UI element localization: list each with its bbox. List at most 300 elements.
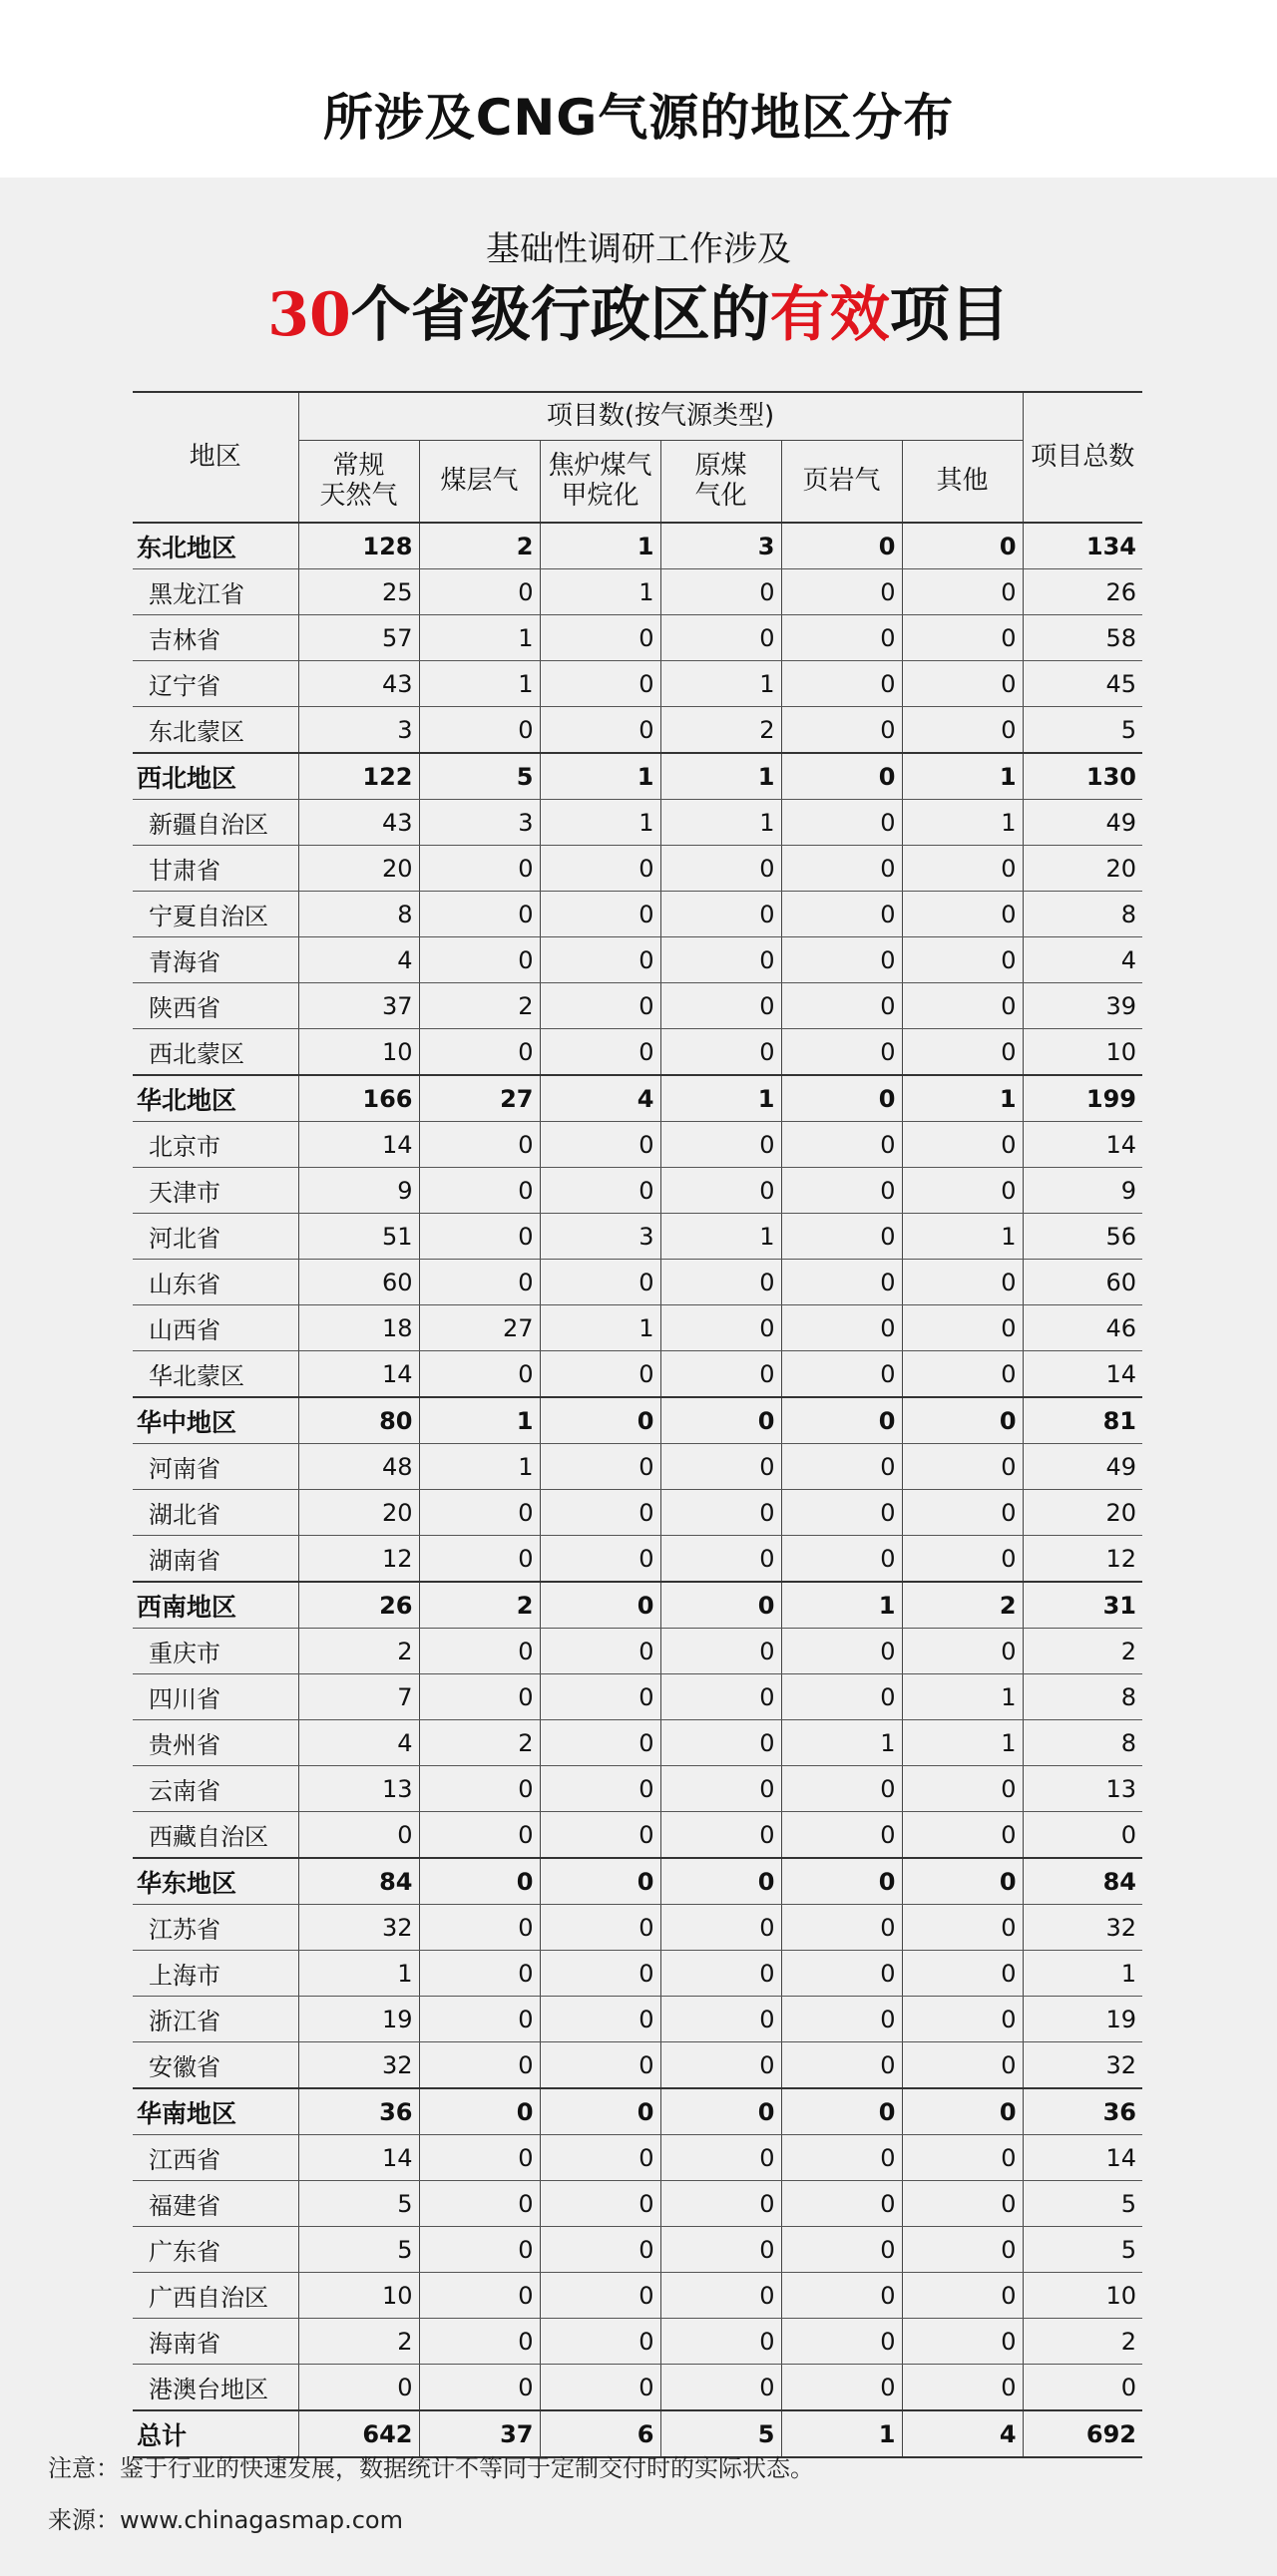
value-cell: 0 xyxy=(419,2135,540,2181)
value-cell: 0 xyxy=(419,937,540,983)
value-cell: 12 xyxy=(298,1536,419,1583)
value-cell: 0 xyxy=(540,1858,660,1905)
value-cell: 1 xyxy=(540,1305,660,1351)
row-total-cell: 32 xyxy=(1023,2042,1142,2089)
value-cell: 0 xyxy=(660,1674,781,1720)
value-cell: 0 xyxy=(419,1905,540,1951)
value-cell: 7 xyxy=(298,1674,419,1720)
value-cell: 0 xyxy=(781,1444,902,1490)
value-cell: 0 xyxy=(902,523,1023,569)
value-cell: 1 xyxy=(781,2410,902,2457)
value-cell: 0 xyxy=(660,615,781,661)
row-total-cell: 49 xyxy=(1023,1444,1142,1490)
row-name-cell: 上海市 xyxy=(133,1951,298,1997)
value-cell: 0 xyxy=(540,707,660,754)
type-column-header xyxy=(902,441,1023,524)
province-row xyxy=(133,1674,1142,1720)
value-cell: 0 xyxy=(781,1536,902,1583)
value-cell: 1 xyxy=(902,753,1023,800)
row-name-cell: 辽宁省 xyxy=(133,661,298,707)
type-column-header-line: 原煤 xyxy=(694,450,747,481)
value-cell: 1 xyxy=(540,523,660,569)
row-name-cell: 西北地区 xyxy=(133,753,298,800)
value-cell: 43 xyxy=(298,800,419,846)
value-cell: 0 xyxy=(902,1858,1023,1905)
region-group-row xyxy=(133,1858,1142,1905)
value-cell: 0 xyxy=(781,661,902,707)
value-cell: 0 xyxy=(540,1629,660,1674)
province-row xyxy=(133,2319,1142,2365)
row-name-cell: 河南省 xyxy=(133,1444,298,1490)
type-column-header-line: 煤层气 xyxy=(440,465,519,496)
value-cell: 25 xyxy=(298,569,419,615)
value-cell: 0 xyxy=(902,1629,1023,1674)
value-cell: 0 xyxy=(660,2273,781,2319)
value-cell: 0 xyxy=(902,2088,1023,2135)
value-cell: 5 xyxy=(419,753,540,800)
value-cell: 0 xyxy=(781,2319,902,2365)
province-row xyxy=(133,1490,1142,1536)
row-total-cell: 46 xyxy=(1023,1305,1142,1351)
value-cell: 0 xyxy=(902,1905,1023,1951)
value-cell: 0 xyxy=(419,1997,540,2042)
value-cell: 0 xyxy=(419,1490,540,1536)
value-cell: 0 xyxy=(660,892,781,937)
row-name-cell: 广东省 xyxy=(133,2227,298,2273)
province-row xyxy=(133,937,1142,983)
source-line xyxy=(48,2500,403,2535)
type-column-header-line: 常规 xyxy=(332,450,385,481)
value-cell: 2 xyxy=(419,983,540,1029)
province-row xyxy=(133,1168,1142,1214)
value-cell: 0 xyxy=(540,2365,660,2411)
row-total-cell: 199 xyxy=(1023,1075,1142,1122)
province-row xyxy=(133,2135,1142,2181)
headline-text-end: 项目 xyxy=(889,280,1010,350)
row-total-cell: 5 xyxy=(1023,2181,1142,2227)
row-total-cell: 31 xyxy=(1023,1582,1142,1629)
value-cell: 0 xyxy=(419,1351,540,1398)
value-cell: 27 xyxy=(419,1305,540,1351)
type-column-header-line: 焦炉煤气 xyxy=(548,450,652,481)
value-cell: 43 xyxy=(298,661,419,707)
value-cell: 0 xyxy=(660,1582,781,1629)
value-cell: 1 xyxy=(781,1582,902,1629)
province-row xyxy=(133,1214,1142,1260)
value-cell: 32 xyxy=(298,2042,419,2089)
row-name-cell: 西北蒙区 xyxy=(133,1029,298,1076)
row-total-cell: 2 xyxy=(1023,1629,1142,1674)
value-cell: 0 xyxy=(540,2227,660,2273)
value-cell: 60 xyxy=(298,1260,419,1305)
value-cell: 0 xyxy=(540,1766,660,1812)
value-cell: 0 xyxy=(540,1444,660,1490)
row-total-cell: 36 xyxy=(1023,2088,1142,2135)
value-cell: 0 xyxy=(540,2042,660,2089)
value-cell: 0 xyxy=(540,1490,660,1536)
value-cell: 0 xyxy=(419,2181,540,2227)
value-cell: 0 xyxy=(902,1260,1023,1305)
value-cell: 37 xyxy=(298,983,419,1029)
row-total-cell: 19 xyxy=(1023,1997,1142,2042)
province-row xyxy=(133,2227,1142,2273)
value-cell: 0 xyxy=(781,2365,902,2411)
row-total-cell: 8 xyxy=(1023,1674,1142,1720)
value-cell: 2 xyxy=(298,1629,419,1674)
value-cell: 48 xyxy=(298,1444,419,1490)
value-cell: 0 xyxy=(781,1490,902,1536)
value-cell: 1 xyxy=(298,1951,419,1997)
value-cell: 0 xyxy=(660,2181,781,2227)
value-cell: 0 xyxy=(298,2365,419,2411)
value-cell: 1 xyxy=(660,753,781,800)
value-cell: 1 xyxy=(419,1397,540,1444)
value-cell: 0 xyxy=(660,1766,781,1812)
value-cell: 0 xyxy=(419,1858,540,1905)
value-cell: 0 xyxy=(660,1536,781,1583)
value-cell: 0 xyxy=(781,707,902,754)
value-cell: 2 xyxy=(660,707,781,754)
row-total-cell: 14 xyxy=(1023,1351,1142,1398)
value-cell: 4 xyxy=(902,2410,1023,2457)
value-cell: 2 xyxy=(419,523,540,569)
region-group-row xyxy=(133,2088,1142,2135)
row-name-cell: 宁夏自治区 xyxy=(133,892,298,937)
value-cell: 0 xyxy=(660,846,781,892)
value-cell: 0 xyxy=(902,846,1023,892)
row-name-cell: 河北省 xyxy=(133,1214,298,1260)
region-group-row xyxy=(133,1397,1142,1444)
value-cell: 0 xyxy=(419,569,540,615)
row-name-cell: 山东省 xyxy=(133,1260,298,1305)
value-cell: 0 xyxy=(781,753,902,800)
table-body xyxy=(133,523,1142,2457)
value-cell: 0 xyxy=(419,1122,540,1168)
value-cell: 0 xyxy=(660,569,781,615)
value-cell: 0 xyxy=(660,1260,781,1305)
value-cell: 0 xyxy=(419,1029,540,1076)
province-row xyxy=(133,1905,1142,1951)
value-cell: 0 xyxy=(419,707,540,754)
value-cell: 0 xyxy=(660,1168,781,1214)
value-cell: 57 xyxy=(298,615,419,661)
row-total-cell: 60 xyxy=(1023,1260,1142,1305)
value-cell: 18 xyxy=(298,1305,419,1351)
value-cell: 0 xyxy=(660,1397,781,1444)
province-row xyxy=(133,1720,1142,1766)
row-total-cell: 14 xyxy=(1023,1122,1142,1168)
province-row xyxy=(133,800,1142,846)
row-name-cell: 广西自治区 xyxy=(133,2273,298,2319)
value-cell: 84 xyxy=(298,1858,419,1905)
value-cell: 0 xyxy=(781,937,902,983)
row-name-cell: 西南地区 xyxy=(133,1582,298,1629)
value-cell: 0 xyxy=(540,2181,660,2227)
value-cell: 26 xyxy=(298,1582,419,1629)
value-cell: 0 xyxy=(419,2319,540,2365)
value-cell: 1 xyxy=(781,1720,902,1766)
type-column-header-line: 页岩气 xyxy=(802,465,881,496)
row-total-cell: 5 xyxy=(1023,707,1142,754)
value-cell: 1 xyxy=(540,753,660,800)
value-cell: 128 xyxy=(298,523,419,569)
province-row xyxy=(133,2042,1142,2089)
province-row xyxy=(133,1260,1142,1305)
value-cell: 80 xyxy=(298,1397,419,1444)
value-cell: 1 xyxy=(902,800,1023,846)
province-row xyxy=(133,983,1142,1029)
value-cell: 0 xyxy=(419,1214,540,1260)
row-name-cell: 海南省 xyxy=(133,2319,298,2365)
value-cell: 20 xyxy=(298,846,419,892)
province-row xyxy=(133,1766,1142,1812)
value-cell: 0 xyxy=(660,1029,781,1076)
value-cell: 0 xyxy=(781,846,902,892)
value-cell: 14 xyxy=(298,2135,419,2181)
row-name-cell: 港澳台地区 xyxy=(133,2365,298,2411)
province-row xyxy=(133,1444,1142,1490)
value-cell: 1 xyxy=(902,1214,1023,1260)
row-name-cell: 重庆市 xyxy=(133,1629,298,1674)
value-cell: 0 xyxy=(660,1858,781,1905)
row-total-cell: 49 xyxy=(1023,800,1142,846)
value-cell: 0 xyxy=(419,2365,540,2411)
value-cell: 9 xyxy=(298,1168,419,1214)
province-row xyxy=(133,569,1142,615)
value-cell: 3 xyxy=(298,707,419,754)
value-cell: 2 xyxy=(298,2319,419,2365)
value-cell: 0 xyxy=(781,2088,902,2135)
value-cell: 0 xyxy=(419,1951,540,1997)
value-cell: 0 xyxy=(781,1075,902,1122)
value-cell: 0 xyxy=(540,1168,660,1214)
value-cell: 0 xyxy=(540,1674,660,1720)
row-name-cell: 山西省 xyxy=(133,1305,298,1351)
row-name-cell: 四川省 xyxy=(133,1674,298,1720)
value-cell: 0 xyxy=(540,1997,660,2042)
value-cell: 0 xyxy=(660,983,781,1029)
headline-text: 个省级行政区的 xyxy=(350,280,770,350)
province-row xyxy=(133,1812,1142,1859)
row-name-cell: 贵州省 xyxy=(133,1720,298,1766)
province-row xyxy=(133,1629,1142,1674)
value-cell: 0 xyxy=(902,1951,1023,1997)
value-cell: 0 xyxy=(540,1536,660,1583)
value-cell: 1 xyxy=(660,661,781,707)
row-name-cell: 西藏自治区 xyxy=(133,1812,298,1859)
value-cell: 0 xyxy=(540,1905,660,1951)
value-cell: 1 xyxy=(419,1444,540,1490)
value-cell: 2 xyxy=(419,1720,540,1766)
value-cell: 37 xyxy=(419,2410,540,2457)
row-name-cell: 陕西省 xyxy=(133,983,298,1029)
value-cell: 0 xyxy=(902,1444,1023,1490)
value-cell: 3 xyxy=(540,1214,660,1260)
value-cell: 0 xyxy=(298,1812,419,1859)
value-cell: 14 xyxy=(298,1122,419,1168)
province-row xyxy=(133,1122,1142,1168)
row-total-cell: 12 xyxy=(1023,1536,1142,1583)
value-cell: 0 xyxy=(781,1305,902,1351)
value-cell: 0 xyxy=(781,1214,902,1260)
row-name-cell: 华北地区 xyxy=(133,1075,298,1122)
value-cell: 0 xyxy=(419,846,540,892)
value-cell: 0 xyxy=(540,1582,660,1629)
value-cell: 0 xyxy=(781,1629,902,1674)
value-cell: 0 xyxy=(540,1720,660,1766)
value-cell: 0 xyxy=(419,2273,540,2319)
province-row xyxy=(133,615,1142,661)
row-name-cell: 总计 xyxy=(133,2410,298,2457)
value-cell: 0 xyxy=(902,615,1023,661)
value-cell: 0 xyxy=(419,1629,540,1674)
value-cell: 0 xyxy=(540,1812,660,1859)
value-cell: 166 xyxy=(298,1075,419,1122)
row-total-cell: 56 xyxy=(1023,1214,1142,1260)
province-row xyxy=(133,1997,1142,2042)
province-row xyxy=(133,2181,1142,2227)
region-distribution-table xyxy=(133,391,1142,2458)
row-total-cell: 20 xyxy=(1023,1490,1142,1536)
province-row xyxy=(133,1951,1142,1997)
row-total-cell: 130 xyxy=(1023,753,1142,800)
value-cell: 0 xyxy=(902,1029,1023,1076)
row-total-cell: 39 xyxy=(1023,983,1142,1029)
value-cell: 10 xyxy=(298,1029,419,1076)
value-cell: 0 xyxy=(902,1812,1023,1859)
value-cell: 0 xyxy=(902,2042,1023,2089)
value-cell: 0 xyxy=(419,1260,540,1305)
value-cell: 4 xyxy=(298,937,419,983)
region-group-row xyxy=(133,753,1142,800)
row-name-cell: 福建省 xyxy=(133,2181,298,2227)
value-cell: 1 xyxy=(902,1674,1023,1720)
row-total-cell: 692 xyxy=(1023,2410,1142,2457)
value-cell: 0 xyxy=(781,523,902,569)
row-total-cell: 45 xyxy=(1023,661,1142,707)
type-column-header xyxy=(660,441,781,524)
value-cell: 0 xyxy=(781,1397,902,1444)
row-name-cell: 吉林省 xyxy=(133,615,298,661)
value-cell: 2 xyxy=(902,1582,1023,1629)
value-cell: 0 xyxy=(781,1674,902,1720)
row-total-cell: 8 xyxy=(1023,892,1142,937)
value-cell: 0 xyxy=(660,1305,781,1351)
value-cell: 1 xyxy=(660,1214,781,1260)
value-cell: 0 xyxy=(902,661,1023,707)
row-name-cell: 华东地区 xyxy=(133,1858,298,1905)
value-cell: 0 xyxy=(902,1305,1023,1351)
value-cell: 0 xyxy=(660,1444,781,1490)
value-cell: 6 xyxy=(540,2410,660,2457)
province-row xyxy=(133,1351,1142,1398)
value-cell: 0 xyxy=(540,983,660,1029)
value-cell: 1 xyxy=(660,800,781,846)
value-cell: 0 xyxy=(660,2088,781,2135)
row-name-cell: 北京市 xyxy=(133,1122,298,1168)
value-cell: 0 xyxy=(781,1997,902,2042)
province-row xyxy=(133,1029,1142,1076)
value-cell: 10 xyxy=(298,2273,419,2319)
value-cell: 8 xyxy=(298,892,419,937)
row-total-cell: 10 xyxy=(1023,1029,1142,1076)
row-name-cell: 华南地区 xyxy=(133,2088,298,2135)
province-row xyxy=(133,707,1142,754)
value-cell: 0 xyxy=(781,1351,902,1398)
value-cell: 0 xyxy=(660,1720,781,1766)
row-total-cell: 81 xyxy=(1023,1397,1142,1444)
row-name-cell: 青海省 xyxy=(133,937,298,983)
province-row xyxy=(133,661,1142,707)
type-column-header-line: 其他 xyxy=(936,465,989,496)
row-total-cell: 10 xyxy=(1023,2273,1142,2319)
type-column-header-line: 天然气 xyxy=(319,480,398,511)
value-cell: 5 xyxy=(298,2181,419,2227)
type-column-header xyxy=(540,441,660,524)
headline-number: 30 xyxy=(267,280,351,350)
value-cell: 0 xyxy=(660,1997,781,2042)
value-cell: 1 xyxy=(419,661,540,707)
value-cell: 0 xyxy=(419,2227,540,2273)
value-cell: 0 xyxy=(660,2042,781,2089)
value-cell: 1 xyxy=(660,1075,781,1122)
value-cell: 0 xyxy=(902,569,1023,615)
row-name-cell: 华北蒙区 xyxy=(133,1351,298,1398)
value-cell: 0 xyxy=(660,1490,781,1536)
value-cell: 0 xyxy=(902,2181,1023,2227)
value-cell: 0 xyxy=(419,1168,540,1214)
value-cell: 13 xyxy=(298,1766,419,1812)
row-total-cell: 9 xyxy=(1023,1168,1142,1214)
type-column-header xyxy=(781,441,902,524)
type-column-header xyxy=(419,441,540,524)
value-cell: 4 xyxy=(298,1720,419,1766)
value-cell: 5 xyxy=(298,2227,419,2273)
value-cell: 0 xyxy=(781,1168,902,1214)
row-name-cell: 浙江省 xyxy=(133,1997,298,2042)
value-cell: 0 xyxy=(902,1997,1023,2042)
row-total-cell: 4 xyxy=(1023,937,1142,983)
source-url: www.chinagasmap.com xyxy=(120,2506,403,2534)
value-cell: 0 xyxy=(902,1490,1023,1536)
row-total-cell: 58 xyxy=(1023,615,1142,661)
row-total-cell: 5 xyxy=(1023,2227,1142,2273)
value-cell: 0 xyxy=(902,2135,1023,2181)
row-name-cell: 甘肃省 xyxy=(133,846,298,892)
value-cell: 0 xyxy=(540,1029,660,1076)
row-total-cell: 0 xyxy=(1023,2365,1142,2411)
value-cell: 0 xyxy=(540,892,660,937)
row-name-cell: 东北地区 xyxy=(133,523,298,569)
value-cell: 0 xyxy=(660,2319,781,2365)
headline xyxy=(0,267,1277,353)
value-cell: 0 xyxy=(902,2365,1023,2411)
value-cell: 0 xyxy=(540,1260,660,1305)
row-name-cell: 新疆自治区 xyxy=(133,800,298,846)
row-name-cell: 湖北省 xyxy=(133,1490,298,1536)
value-cell: 0 xyxy=(419,1812,540,1859)
value-cell: 0 xyxy=(902,1397,1023,1444)
value-cell: 0 xyxy=(540,2273,660,2319)
value-cell: 0 xyxy=(781,1766,902,1812)
row-total-cell: 13 xyxy=(1023,1766,1142,1812)
value-cell: 1 xyxy=(540,569,660,615)
region-group-row xyxy=(133,1075,1142,1122)
value-cell: 0 xyxy=(540,615,660,661)
value-cell: 0 xyxy=(419,2088,540,2135)
value-cell: 0 xyxy=(902,983,1023,1029)
value-cell: 19 xyxy=(298,1997,419,2042)
